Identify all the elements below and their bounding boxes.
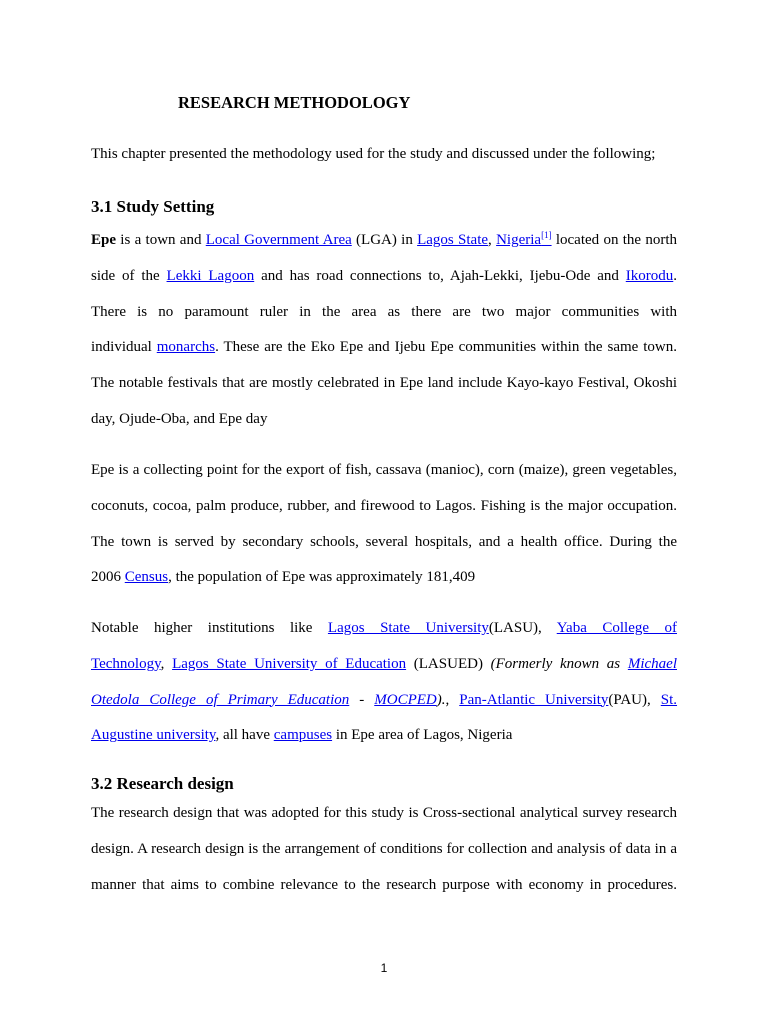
paragraph-line: The town is served by secondary schools, several hospitals, and a health office. During the — [91, 533, 677, 550]
paragraph-line: design. A research design is the arrangement of conditions for collection and analysis of data in a — [91, 840, 677, 857]
italic-text: (Formerly known as — [490, 655, 628, 672]
text-run: and has road connections to, Ajah-Lekki, Ijebu-Ode and — [254, 267, 626, 284]
text-run: , all have — [215, 727, 274, 744]
text-run: located on the north — [551, 232, 678, 248]
epe-bold-text: Epe — [91, 232, 117, 248]
paragraph-line — [91, 611, 677, 647]
paragraph-research-design — [91, 796, 677, 903]
document-title: RESEARCH METHODOLOGY — [178, 93, 411, 112]
paragraph-line — [91, 259, 677, 295]
link-michael-otedola-college[interactable]: Otedola College of Primary Education — [91, 691, 350, 708]
link-yaba-college[interactable]: Yaba College of — [556, 620, 677, 636]
link-st-augustine[interactable]: St. — [660, 691, 678, 708]
text-run: (LASUED) — [406, 655, 491, 672]
intro-paragraph: This chapter presented the methodology used for the study and discussed under the following; — [91, 146, 656, 162]
link-census[interactable]: Census — [124, 569, 169, 586]
paragraph-epe-description — [91, 223, 677, 438]
text-run: , — [160, 655, 173, 672]
paragraph-line: There is no paramount ruler in the area as there are two major communities with — [91, 303, 677, 320]
text-run: (LASU), — [488, 620, 557, 636]
paragraph-line: day, Ojude-Oba, and Epe day — [91, 410, 268, 427]
link-yaba-college-technology[interactable]: Technology — [91, 655, 161, 672]
italic-text: ). — [436, 691, 446, 708]
text-run: (LGA) in — [351, 232, 418, 248]
text-run: is a town and — [116, 232, 206, 248]
link-nigeria[interactable] — [496, 232, 551, 248]
reference-superscript: [1] — [541, 230, 552, 240]
paragraph-line — [91, 223, 677, 259]
link-st-augustine-university[interactable]: Augustine university — [91, 727, 216, 744]
paragraph-line — [91, 647, 677, 683]
text-run: in Epe area of Lagos, Nigeria — [332, 727, 513, 744]
text-run: , — [445, 691, 460, 708]
link-mocped[interactable]: MOCPED — [374, 691, 437, 708]
text-run: Notable higher institutions like — [91, 620, 328, 636]
link-lagos-state[interactable]: Lagos State — [417, 232, 489, 248]
text-run: , — [488, 232, 497, 248]
link-lasued[interactable]: Lagos State University of Education — [172, 655, 407, 672]
text-run: individual — [91, 339, 157, 356]
paragraph-line — [91, 718, 677, 754]
text-run: (PAU), — [608, 691, 661, 708]
text-run: . These are the Eko Epe and Ijebu Epe communities within the same town. — [215, 339, 677, 356]
paragraph-line: Epe is a collecting point for the export of fish, cassava (manioc), corn (maize), green vegetables, — [91, 462, 677, 478]
text-run: . — [673, 267, 678, 284]
link-local-government-area[interactable]: Local Government Area — [205, 232, 352, 248]
paragraph-epe-economy — [91, 453, 677, 596]
paragraph-line: coconuts, cocoa, palm produce, rubber, and firewood to Lagos. Fishing is the major occupation. — [91, 497, 677, 514]
section-heading-study-setting: 3.1 Study Setting — [91, 197, 215, 216]
paragraph-institutions — [91, 611, 677, 754]
link-michael-otedola[interactable]: Michael — [627, 655, 677, 672]
text-run: side of the — [91, 267, 167, 284]
link-ikorodu[interactable]: Ikorodu — [625, 267, 674, 284]
paragraph-line: The research design that was adopted for this study is Cross-sectional analytical survey research — [91, 805, 677, 821]
link-lagos-state-university[interactable]: Lagos State University — [327, 620, 489, 636]
paragraph-line — [91, 560, 677, 596]
paragraph-line — [91, 683, 677, 719]
link-lekki-lagoon[interactable]: Lekki Lagoon — [166, 267, 255, 284]
paragraph-line — [91, 330, 677, 366]
paragraph-line: The notable festivals that are mostly celebrated in Epe land include Kayo-kayo Festival, Okoshi — [91, 375, 677, 392]
link-monarchs[interactable]: monarchs — [156, 339, 216, 356]
text-run: 2006 — [91, 569, 125, 586]
link-campuses[interactable]: campuses — [273, 727, 333, 744]
text-run: , the population of Epe was approximately 181,409 — [168, 569, 476, 586]
page-number: 1 — [380, 961, 388, 975]
section-heading-research-design: 3.2 Research design — [91, 774, 234, 793]
link-pan-atlantic-university[interactable]: Pan-Atlantic University — [459, 691, 609, 708]
italic-text: - — [349, 691, 375, 708]
link-text: Nigeria — [496, 232, 542, 248]
paragraph-line: manner that aims to combine relevance to the research purpose with economy in procedures. — [91, 876, 677, 893]
